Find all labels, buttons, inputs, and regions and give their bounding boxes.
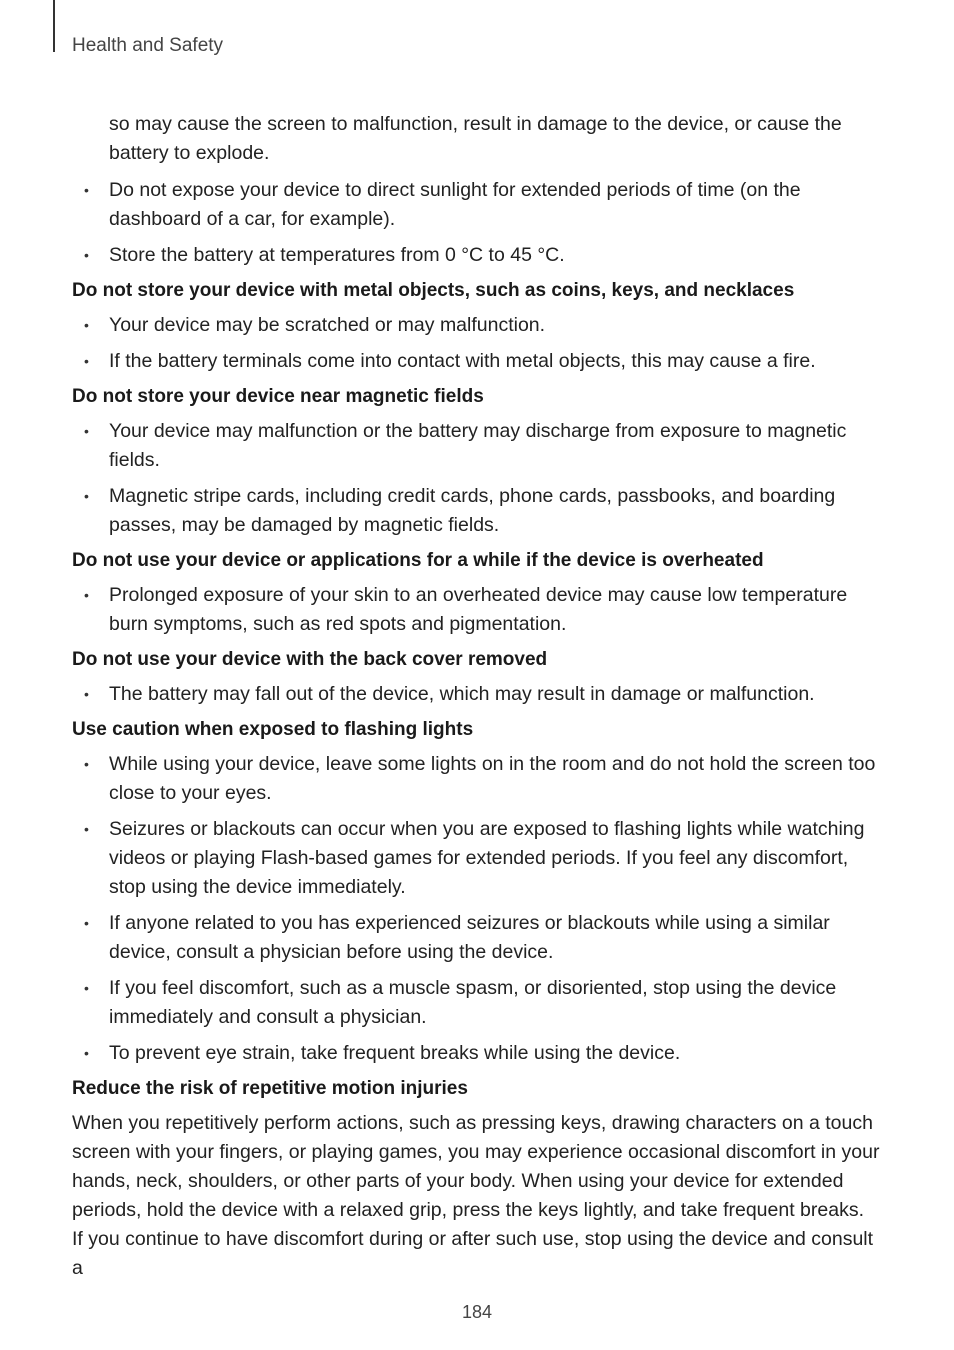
section-metal-objects — [72, 277, 880, 376]
bullet-item: • Store the battery at temperatures from 0 °C to 45 °C. — [72, 241, 880, 270]
section-repetitive-motion — [72, 1075, 880, 1283]
bullet-list — [72, 311, 880, 376]
section-heading: Use caution when exposed to flashing lights — [72, 719, 474, 740]
page-number: 184 — [461, 1302, 493, 1322]
side-rule — [53, 0, 55, 52]
section-heading: Do not store your device near magnetic fields — [72, 386, 484, 407]
bullet-list — [72, 750, 880, 1068]
bullet-item: • To prevent eye strain, take frequent breaks while using the device. — [72, 1039, 880, 1068]
bullet-item: • If you feel discomfort, such as a muscle spasm, or disoriented, stop using the device immediately and consult a physician. — [72, 974, 880, 1032]
bullet-list — [72, 680, 880, 709]
bullet-item: • Magnetic stripe cards, including credit cards, phone cards, passbooks, and boarding passes, may be damaged by magnetic fields. — [72, 482, 880, 540]
bullet-item: • Your device may be scratched or may malfunction. — [72, 311, 880, 340]
bullet-item: • If anyone related to you has experienced seizures or blackouts while using a similar device, consult a physician before using the device. — [72, 909, 880, 967]
page-content — [72, 110, 880, 1283]
bullet-list — [72, 581, 880, 639]
section-overheated — [72, 547, 880, 639]
bullet-item: • If the battery terminals come into contact with metal objects, this may cause a fire. — [72, 347, 880, 376]
section-heading: Reduce the risk of repetitive motion injuries — [72, 1078, 468, 1099]
body-paragraph: When you repetitively perform actions, such as pressing keys, drawing characters on a touch screen with your fingers, or playing games, you may experience occasional discomfort in your hands, neck, shoulders, or other parts of your body. When using your device for extended periods, hold the device with a relaxed grip, press the keys lightly, and take frequent breaks. If you continue to have discomfort during or after such use, stop using the device and consult a — [72, 1112, 880, 1279]
section-magnetic-fields — [72, 383, 880, 540]
continuation-text: so may cause the screen to malfunction, result in damage to the device, or cause the battery to explode. — [109, 113, 842, 164]
bullet-item: • Your device may malfunction or the battery may discharge from exposure to magnetic fields. — [72, 417, 880, 475]
bullet-item: • While using your device, leave some lights on in the room and do not hold the screen too close to your eyes. — [72, 750, 880, 808]
section-heading: Do not use your device with the back cover removed — [72, 649, 548, 670]
bullet-item: • Do not expose your device to direct sunlight for extended periods of time (on the dashboard of a car, for example). — [72, 176, 880, 234]
bullet-item: • Seizures or blackouts can occur when you are exposed to flashing lights while watching videos or playing Flash-based games for extended periods. If you feel any discomfort, stop using the device immediately. — [72, 815, 880, 902]
intro-bullet-list — [72, 176, 880, 270]
running-head: Health and Safety — [72, 35, 224, 56]
section-heading: Do not store your device with metal objects, such as coins, keys, and necklaces — [72, 280, 795, 301]
section-back-cover — [72, 646, 880, 709]
bullet-item: • Prolonged exposure of your skin to an overheated device may cause low temperature burn symptoms, such as red spots and pigmentation. — [72, 581, 880, 639]
bullet-list — [72, 417, 880, 540]
section-flashing-lights — [72, 716, 880, 1068]
section-heading: Do not use your device or applications for a while if the device is overheated — [72, 550, 764, 571]
bullet-item: • The battery may fall out of the device, which may result in damage or malfunction. — [72, 680, 880, 709]
